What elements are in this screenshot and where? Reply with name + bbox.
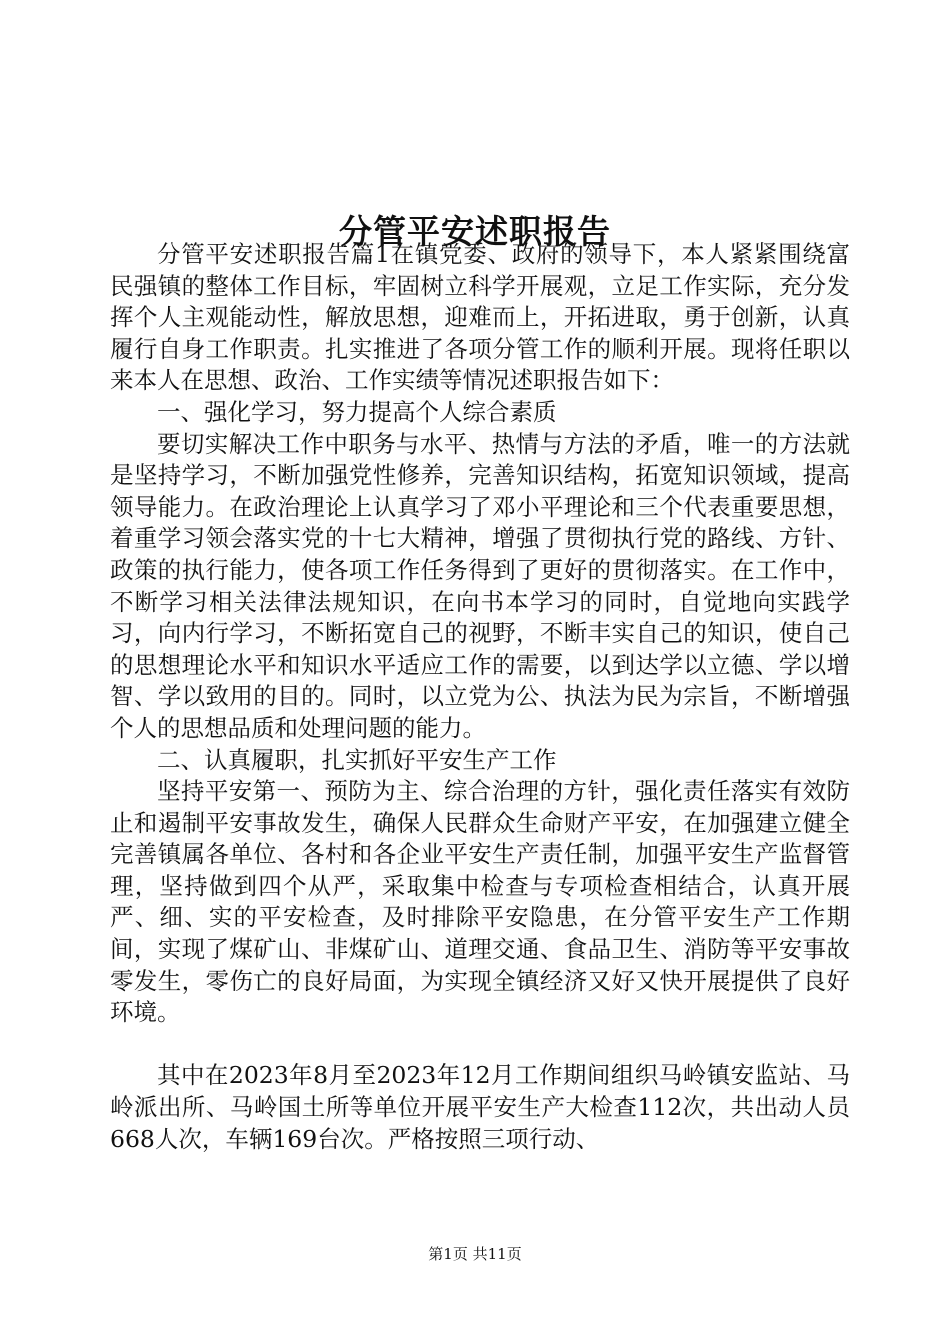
section-heading-safety: 二、认真履职，扎实抓好平安生产工作 bbox=[157, 745, 557, 774]
paragraph-safety: 坚持平安第一、预防为主、综合治理的方针，强化责任落实有效防止和遏制平安事故发生，确保人民群众生命财产平安，在加强建立健全完善镇属各单位、各村和各企业平安生产责任制，加强平安生产监督管理，坚持做到四个从严，采取集中检查与专项检查相结合，认真开展严、细、实的平安检查，及时排除平安隐患，在分管平安生产工作期间，实现了煤矿山、非煤矿山、道理交通、食品卫生、消防等平安事故零发生，零伤亡的良好局面，为实现全镇经济又好又快开展提供了良好环境。 bbox=[110, 777, 850, 1027]
paragraph-intro: 分管平安述职报告篇1在镇党委、政府的领导下，本人紧紧围绕富民强镇的整体工作目标，牢固树立科学开展观，立足工作实际，充分发挥个人主观能动性，解放思想，迎难而上，开拓进取，勇于创新，认真履行自身工作职责。扎实推进了各项分管工作的顺利开展。现将任职以来本人在思想、政治、工作实绩等情况述职报告如下： bbox=[110, 240, 850, 395]
paragraph-inspection: 其中在2023年8月至2023年12月工作期间组织马岭镇安监站、马岭派出所、马岭国土所等单位开展平安生产大检查112次，共出动人员668人次，车辆169台次。严格按照三项行动、 bbox=[110, 1061, 850, 1153]
paragraph-gap bbox=[110, 1029, 850, 1061]
paragraph-study: 要切实解决工作中职务与水平、热情与方法的矛盾，唯一的方法就是坚持学习，不断加强党性修养，完善知识结构，拓宽知识领域，提高领导能力。在政治理论上认真学习了邓小平理论和三个代表重要思想，着重学习领会落实党的十七大精神，增强了贯彻执行党的路线、方针、政策的执行能力，使各项工作任务得到了更好的贯彻落实。在工作中，不断学习相关法律法规知识，在向书本学习的同时，自觉地向实践学习，向内行学习，不断拓宽自己的视野，不断丰实自己的知识，使自己的思想理论水平和知识水平适应工作的需要，以到达学以立德、学以增智、学以致用的目的。同时，以立党为公、执法为民为宗旨，不断增强个人的思想品质和处理问题的能力。 bbox=[110, 429, 850, 742]
section-heading-study: 一、强化学习，努力提高个人综合素质 bbox=[157, 397, 557, 426]
page-footer: 第1页 共11页 bbox=[428, 1245, 522, 1263]
document-body bbox=[110, 239, 850, 1155]
document-title: 分管平安述职报告 bbox=[339, 212, 611, 252]
